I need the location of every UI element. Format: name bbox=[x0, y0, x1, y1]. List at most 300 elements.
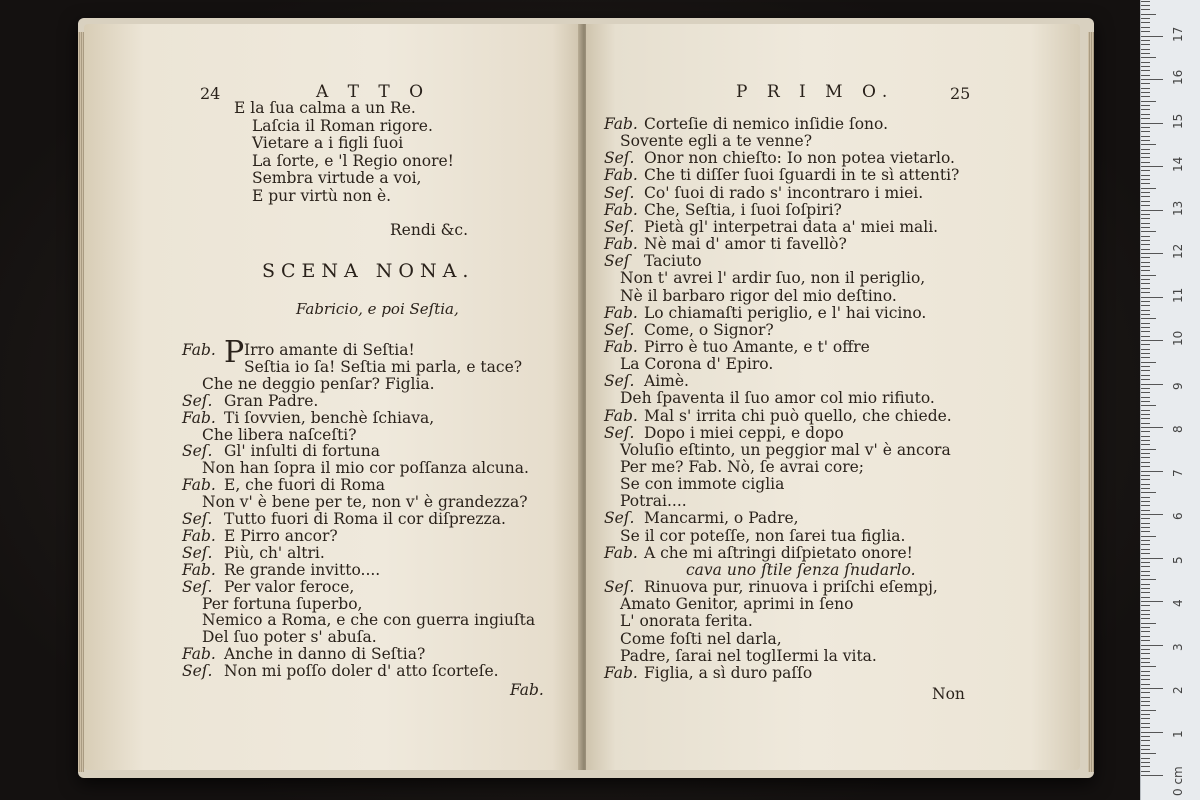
ruler-tick bbox=[1141, 218, 1150, 219]
ruler-tick bbox=[1141, 671, 1150, 672]
dialogue-line: Amato Genitor, aprimi in ſeno bbox=[620, 595, 854, 614]
ruler-tick bbox=[1141, 605, 1150, 606]
ruler-tick bbox=[1141, 5, 1150, 6]
ruler-tick bbox=[1141, 666, 1156, 667]
ruler-tick bbox=[1141, 466, 1150, 467]
verse-line: E pur virtù non è. bbox=[252, 186, 392, 205]
speaker-label: Seſ. bbox=[182, 442, 213, 461]
dialogue-line: Ti ſovvien, benchè ſchiava, bbox=[224, 408, 435, 427]
ruler-tick bbox=[1141, 618, 1150, 619]
verse-end-marker: Rendi &c. bbox=[390, 221, 469, 239]
ruler-tick bbox=[1141, 510, 1150, 511]
ruler-tick bbox=[1141, 166, 1163, 167]
ruler-tick bbox=[1141, 718, 1150, 719]
ruler-tick bbox=[1141, 288, 1150, 289]
ruler-number: 8 bbox=[1171, 425, 1185, 433]
drop-cap-p: P bbox=[224, 335, 245, 370]
ruler-tick bbox=[1141, 597, 1150, 598]
dialogue-line: Corteſie di nemico inſidie ſono. bbox=[644, 115, 889, 133]
ruler-tick bbox=[1141, 49, 1150, 50]
ruler-tick bbox=[1141, 723, 1150, 724]
dialogue-line: Aimè. bbox=[644, 372, 689, 391]
speaker-label: Fab. bbox=[604, 543, 638, 562]
ruler-tick bbox=[1141, 244, 1150, 245]
measurement-ruler bbox=[1140, 0, 1200, 800]
ruler-tick bbox=[1141, 636, 1150, 637]
dialogue-line: Deh ſpaventa il ſuo amor col mio rifiuto. bbox=[620, 389, 935, 408]
ruler-tick bbox=[1141, 249, 1150, 250]
ruler-tick bbox=[1141, 444, 1150, 445]
speaker-label: Fab. bbox=[604, 406, 638, 425]
ruler-tick bbox=[1141, 514, 1163, 515]
ruler-number: 13 bbox=[1171, 200, 1185, 216]
dialogue-line: Figlia, a sì duro paſſo bbox=[644, 663, 813, 682]
ruler-tick bbox=[1141, 310, 1150, 311]
dialogue-line: Pietà gl' interpetrai data a' miei mali. bbox=[644, 217, 939, 236]
ruler-tick bbox=[1141, 418, 1150, 419]
ruler-number: 10 bbox=[1171, 330, 1185, 346]
ruler-tick bbox=[1141, 571, 1150, 572]
ruler-tick bbox=[1141, 631, 1150, 632]
ruler-number: 4 bbox=[1171, 599, 1185, 607]
dialogue-line: Anche in danno di Seſtia? bbox=[224, 645, 426, 664]
ruler-tick bbox=[1141, 170, 1150, 171]
dialogue-line: Che ti diſſer ſuoi ſguardi in te sì attenti? bbox=[644, 166, 960, 185]
ruler-tick bbox=[1141, 753, 1156, 754]
dialogue-line: Lo chiamaſti periglio, e l' hai vicino. bbox=[644, 303, 927, 322]
ruler-tick bbox=[1141, 732, 1163, 733]
ruler-tick bbox=[1141, 475, 1150, 476]
speaker-label: Fab. bbox=[604, 200, 638, 219]
ruler-tick bbox=[1141, 745, 1150, 746]
ruler-tick bbox=[1141, 531, 1150, 532]
ruler-tick bbox=[1141, 14, 1156, 15]
ruler-tick bbox=[1141, 518, 1150, 519]
ruler-tick bbox=[1141, 549, 1150, 550]
ruler-tick bbox=[1141, 379, 1150, 380]
speaker-label: Seſ bbox=[604, 252, 630, 271]
ruler-tick bbox=[1141, 114, 1150, 115]
speaker-label: Seſ. bbox=[182, 577, 213, 596]
speaker-label: Seſ. bbox=[182, 662, 213, 681]
ruler-tick bbox=[1141, 401, 1150, 402]
ruler-tick bbox=[1141, 414, 1150, 415]
dialogue-line: Che ne deggio penſar? Figlia. bbox=[202, 374, 435, 393]
ruler-tick bbox=[1141, 340, 1163, 341]
verse-line: Sembra virtude a voi, bbox=[252, 169, 422, 187]
ruler-tick bbox=[1141, 653, 1150, 654]
dialogue-line: Del ſuo poter s' abuſa. bbox=[202, 628, 377, 647]
ruler-number: 9 bbox=[1171, 381, 1185, 390]
ruler-tick bbox=[1141, 179, 1150, 180]
ruler-tick bbox=[1141, 523, 1150, 524]
ruler-tick bbox=[1141, 544, 1150, 545]
ruler-tick bbox=[1141, 505, 1150, 506]
speaker-label: Fab. bbox=[604, 303, 638, 322]
ruler-number: 12 bbox=[1171, 243, 1185, 259]
ruler-tick bbox=[1141, 479, 1150, 480]
dialogue-line: Mancarmi, o Padre, bbox=[644, 509, 799, 528]
dialogue-line: Per me? Fab. Nò, ſe avrai core; bbox=[620, 458, 865, 476]
dialogue-line: Dopo i miei ceppi, e dopo bbox=[644, 423, 844, 442]
speaker-label: Fab. bbox=[182, 526, 216, 545]
dialogue-line: La Corona d' Epiro. bbox=[620, 355, 774, 374]
dialogue-line: Non t' avrei l' ardir ſuo, non il periglio, bbox=[620, 269, 926, 288]
dialogue-line: Come foſti nel darla, bbox=[620, 629, 782, 648]
ruler-tick bbox=[1141, 140, 1150, 141]
ruler-number: 11 bbox=[1171, 287, 1185, 303]
dialogue-line: Per valor feroce, bbox=[224, 577, 355, 596]
right-catchword: Non bbox=[932, 685, 965, 703]
ruler-tick bbox=[1141, 344, 1150, 345]
dialogue-line: Se il cor poteſſe, non ſarei tua figlia. bbox=[620, 526, 906, 545]
ruler-tick bbox=[1141, 384, 1163, 385]
ruler-tick bbox=[1141, 471, 1163, 472]
speaker-label: Fab. bbox=[604, 337, 638, 356]
ruler-tick bbox=[1141, 710, 1156, 711]
ruler-tick bbox=[1141, 96, 1150, 97]
ruler-tick bbox=[1141, 540, 1150, 541]
ruler-tick bbox=[1141, 592, 1150, 593]
ruler-number: 5 bbox=[1171, 555, 1185, 564]
ruler-tick bbox=[1141, 370, 1150, 371]
dialogue-line: Tutto fuori di Roma il cor diſprezza. bbox=[224, 510, 506, 528]
ruler-tick bbox=[1141, 40, 1150, 41]
left-running-head: A T T O bbox=[316, 82, 431, 102]
speaker-label: Fab. bbox=[182, 408, 216, 427]
ruler-tick bbox=[1141, 136, 1150, 137]
ruler-tick bbox=[1141, 205, 1150, 206]
speaker-label: Fab. bbox=[604, 166, 638, 185]
ruler-tick bbox=[1141, 366, 1150, 367]
dialogue-line: Onor non chieſto: Io non potea vietarlo. bbox=[644, 149, 955, 168]
dialogue-line: Co' ſuoi di rado s' incontraro i miei. bbox=[644, 183, 924, 202]
ruler-tick bbox=[1141, 279, 1150, 280]
ruler-tick bbox=[1141, 227, 1150, 228]
ruler-tick bbox=[1141, 688, 1163, 689]
verse-line: Vietare a i figli ſuoi bbox=[252, 134, 404, 152]
ruler-tick bbox=[1141, 327, 1150, 328]
ruler-tick bbox=[1141, 645, 1163, 646]
ruler-tick bbox=[1141, 727, 1150, 728]
ruler-tick bbox=[1141, 649, 1150, 650]
right-page-edges bbox=[1088, 32, 1094, 772]
ruler-tick bbox=[1141, 675, 1150, 676]
ruler-tick bbox=[1141, 692, 1150, 693]
dialogue-line: Pirro è tuo Amante, e t' offre bbox=[644, 337, 870, 356]
ruler-tick bbox=[1141, 584, 1150, 585]
ruler-tick bbox=[1141, 627, 1150, 628]
left-catchword: Fab. bbox=[510, 681, 544, 699]
ruler-tick bbox=[1141, 31, 1150, 32]
right-page bbox=[586, 24, 1080, 770]
ruler-tick bbox=[1141, 196, 1150, 197]
ruler-tick bbox=[1141, 318, 1156, 319]
ruler-tick bbox=[1141, 223, 1150, 224]
ruler-tick bbox=[1141, 236, 1150, 237]
ruler-tick bbox=[1141, 658, 1150, 659]
ruler-tick bbox=[1141, 301, 1150, 302]
ruler-tick bbox=[1141, 405, 1156, 406]
ruler-tick bbox=[1141, 22, 1150, 23]
dialogue-line: L' onorata ferita. bbox=[620, 612, 753, 631]
ruler-tick bbox=[1141, 501, 1150, 502]
open-book bbox=[78, 18, 1094, 778]
ruler-tick bbox=[1141, 684, 1150, 685]
left-page bbox=[84, 24, 582, 770]
ruler-tick bbox=[1141, 231, 1156, 232]
dialogue-line: A che mi aſtringi diſpietato onore! bbox=[644, 543, 913, 562]
scene-title: SCENA NONA. bbox=[262, 260, 475, 282]
speaker-label: Seſ. bbox=[604, 423, 635, 442]
speaker-label: Seſ. bbox=[604, 509, 635, 528]
ruler-tick bbox=[1141, 336, 1150, 337]
right-running-head: P R I M O. bbox=[736, 82, 895, 102]
ruler-tick bbox=[1141, 736, 1150, 737]
dialogue-line: Per fortuna ſuperbo, bbox=[202, 594, 363, 613]
ruler-tick bbox=[1141, 362, 1156, 363]
ruler-tick bbox=[1141, 149, 1150, 150]
dialogue-line: Potrai.... bbox=[620, 492, 687, 511]
ruler-tick bbox=[1141, 423, 1150, 424]
ruler-tick bbox=[1141, 240, 1150, 241]
dialogue-line: Re grande invitto.... bbox=[224, 560, 381, 579]
ruler-tick bbox=[1141, 662, 1150, 663]
dialogue-line: Gran Padre. bbox=[224, 391, 319, 410]
ruler-unit-label: 0 cm bbox=[1171, 766, 1185, 796]
speaker-label: Seſ. bbox=[182, 543, 213, 562]
ruler-tick bbox=[1141, 127, 1150, 128]
ruler-tick bbox=[1141, 9, 1150, 10]
ruler-tick bbox=[1141, 257, 1150, 258]
ruler-tick bbox=[1141, 253, 1163, 254]
speaker-label: Fab. bbox=[182, 476, 216, 495]
ruler-tick bbox=[1141, 175, 1150, 176]
dialogue-line: Rinuova pur, rinuova i priſchi eſempj, bbox=[644, 578, 938, 597]
ruler-tick bbox=[1141, 488, 1150, 489]
speaker-label: Seſ. bbox=[604, 183, 635, 202]
ruler-number: 1 bbox=[1171, 729, 1185, 738]
ruler-tick bbox=[1141, 292, 1150, 293]
ruler-tick bbox=[1141, 697, 1150, 698]
ruler-number: 3 bbox=[1171, 642, 1185, 651]
ruler-tick bbox=[1141, 188, 1156, 189]
scene-characters: Fabricio, e poi Seſtia, bbox=[296, 300, 459, 318]
ruler-tick bbox=[1141, 492, 1156, 493]
ruler-tick bbox=[1141, 440, 1150, 441]
ruler-number: 14 bbox=[1171, 156, 1185, 172]
ruler-tick bbox=[1141, 83, 1150, 84]
ruler-tick bbox=[1141, 144, 1156, 145]
ruler-tick bbox=[1141, 601, 1163, 602]
ruler-tick bbox=[1141, 297, 1163, 298]
speaker-label: Fab. bbox=[182, 645, 216, 664]
speaker-label: Fab. bbox=[182, 560, 216, 579]
dialogue-line: Irro amante di Seſtia! bbox=[244, 341, 415, 359]
ruler-number: 17 bbox=[1171, 26, 1185, 42]
ruler-tick bbox=[1141, 66, 1150, 67]
ruler-tick bbox=[1141, 679, 1150, 680]
stage-direction: cava uno ſtile ſenza ſnudarlo. bbox=[686, 560, 916, 579]
speaker-label: Fab. bbox=[604, 663, 638, 682]
ruler-tick bbox=[1141, 758, 1150, 759]
verse-line: E la ſua calma a un Re. bbox=[234, 99, 416, 117]
ruler-tick bbox=[1141, 101, 1156, 102]
ruler-tick bbox=[1141, 157, 1150, 158]
ruler-tick bbox=[1141, 558, 1163, 559]
ruler-tick bbox=[1141, 614, 1150, 615]
ruler-tick bbox=[1141, 92, 1150, 93]
dialogue-line: Che libera naſceſti? bbox=[202, 425, 357, 444]
ruler-tick bbox=[1141, 701, 1150, 702]
speaker-label: Seſ. bbox=[604, 578, 635, 597]
speaker-label: Fab. bbox=[182, 341, 216, 359]
ruler-number: 16 bbox=[1171, 69, 1185, 85]
ruler-tick bbox=[1141, 762, 1150, 763]
ruler-tick bbox=[1141, 410, 1150, 411]
ruler-tick bbox=[1141, 353, 1150, 354]
ruler-tick bbox=[1141, 449, 1156, 450]
right-page-number: 25 bbox=[950, 84, 971, 103]
ruler-tick bbox=[1141, 553, 1150, 554]
ruler-tick bbox=[1141, 527, 1150, 528]
ruler-tick bbox=[1141, 566, 1150, 567]
ruler-tick bbox=[1141, 57, 1156, 58]
speaker-label: Fab. bbox=[604, 115, 638, 133]
dialogue-line: Nemico a Roma, e che con guerra ingiuſta bbox=[202, 611, 536, 630]
ruler-tick bbox=[1141, 153, 1150, 154]
speaker-label: Seſ. bbox=[604, 217, 635, 236]
dialogue-line: E Pirro ancor? bbox=[224, 526, 338, 545]
ruler-tick bbox=[1141, 192, 1150, 193]
ruler-tick bbox=[1141, 36, 1163, 37]
ruler-tick bbox=[1141, 75, 1150, 76]
dialogue-line: Non han ſopra il mio cor poſſanza alcuna. bbox=[202, 459, 529, 478]
ruler-tick bbox=[1141, 579, 1156, 580]
ruler-tick bbox=[1141, 283, 1150, 284]
dialogue-line: Nè mai d' amor ti favellò? bbox=[644, 235, 847, 254]
ruler-tick bbox=[1141, 18, 1150, 19]
speaker-label: Fab. bbox=[604, 235, 638, 254]
ruler-tick bbox=[1141, 610, 1150, 611]
dialogue-line: Mal s' irrita chi può quello, che chiede. bbox=[644, 406, 952, 425]
ruler-number: 15 bbox=[1171, 113, 1185, 129]
ruler-tick bbox=[1141, 266, 1150, 267]
ruler-tick bbox=[1141, 210, 1163, 211]
verse-line: Laſcia il Roman rigore. bbox=[252, 116, 433, 135]
ruler-tick bbox=[1141, 70, 1150, 71]
ruler-tick bbox=[1141, 214, 1150, 215]
ruler-tick bbox=[1141, 740, 1150, 741]
ruler-tick bbox=[1141, 53, 1150, 54]
ruler-tick bbox=[1141, 109, 1150, 110]
ruler-tick bbox=[1141, 457, 1150, 458]
speaker-label: Seſ. bbox=[604, 320, 635, 339]
ruler-number: 6 bbox=[1171, 512, 1185, 520]
ruler-tick bbox=[1141, 131, 1150, 132]
ruler-tick bbox=[1141, 357, 1150, 358]
dialogue-line: Sovente egli a te venne? bbox=[620, 132, 813, 151]
ruler-tick bbox=[1141, 536, 1156, 537]
ruler-tick bbox=[1141, 305, 1150, 306]
dialogue-line: Seſtia io ſa! Seſtia mi parla, e tace? bbox=[244, 357, 523, 376]
ruler-tick bbox=[1141, 262, 1150, 263]
ruler-tick bbox=[1141, 88, 1150, 89]
ruler-tick bbox=[1141, 388, 1150, 389]
ruler-tick bbox=[1141, 123, 1163, 124]
ruler-tick bbox=[1141, 79, 1163, 80]
ruler-tick bbox=[1141, 397, 1150, 398]
dialogue-line: Se con immote ciglia bbox=[620, 475, 785, 494]
ruler-tick bbox=[1141, 775, 1163, 776]
ruler-tick bbox=[1141, 436, 1150, 437]
ruler-tick bbox=[1141, 623, 1156, 624]
ruler-tick bbox=[1141, 771, 1150, 772]
ruler-tick bbox=[1141, 105, 1150, 106]
ruler-tick bbox=[1141, 431, 1150, 432]
dialogue-line: Che, Seſtia, i ſuoi ſoſpiri? bbox=[644, 200, 842, 219]
ruler-number: 7 bbox=[1171, 468, 1185, 477]
ruler-tick bbox=[1141, 162, 1150, 163]
ruler-tick bbox=[1141, 323, 1150, 324]
left-page-number: 24 bbox=[200, 84, 221, 103]
dialogue-line: E, che fuori di Roma bbox=[224, 476, 386, 495]
ruler-tick bbox=[1141, 427, 1163, 428]
ruler-tick bbox=[1141, 453, 1150, 454]
ruler-tick bbox=[1141, 766, 1150, 767]
dialogue-line: Non mi poſſo doler d' atto ſcorteſe. bbox=[224, 662, 499, 681]
ruler-tick bbox=[1141, 588, 1150, 589]
ruler-tick bbox=[1141, 462, 1150, 463]
ruler-tick bbox=[1141, 183, 1150, 184]
ruler-tick bbox=[1141, 62, 1150, 63]
ruler-tick bbox=[1141, 714, 1150, 715]
ruler-tick bbox=[1141, 349, 1150, 350]
ruler-tick bbox=[1141, 484, 1150, 485]
ruler-tick bbox=[1141, 270, 1150, 271]
ruler-tick bbox=[1141, 375, 1150, 376]
ruler-tick bbox=[1141, 392, 1150, 393]
ruler-tick bbox=[1141, 575, 1150, 576]
dialogue-line: Padre, ſarai nel toglIermi la vita. bbox=[620, 646, 877, 665]
speaker-label: Seſ. bbox=[182, 510, 213, 528]
verse-line: La ſorte, e 'l Regio onore! bbox=[252, 151, 454, 170]
speaker-label: Seſ. bbox=[604, 149, 635, 168]
dialogue-line: Taciuto bbox=[644, 252, 702, 271]
dialogue-line: Voluſio eſtinto, un peggior mal v' è ancora bbox=[620, 440, 951, 459]
ruler-tick bbox=[1141, 1, 1150, 2]
speaker-label: Seſ. bbox=[604, 372, 635, 391]
ruler-tick bbox=[1141, 562, 1150, 563]
ruler-tick bbox=[1141, 331, 1150, 332]
ruler-tick bbox=[1141, 201, 1150, 202]
ruler-tick bbox=[1141, 749, 1150, 750]
ruler-tick bbox=[1141, 44, 1150, 45]
dialogue-line: Non v' è bene per te, non v' è grandezza? bbox=[202, 493, 528, 512]
speaker-label: Seſ. bbox=[182, 391, 213, 410]
ruler-tick bbox=[1141, 27, 1150, 28]
ruler-tick bbox=[1141, 640, 1150, 641]
ruler-tick bbox=[1141, 314, 1150, 315]
ruler-tick bbox=[1141, 497, 1150, 498]
ruler-number: 2 bbox=[1171, 686, 1185, 694]
dialogue-line: Più, ch' altri. bbox=[224, 543, 325, 562]
dialogue-line: Come, o Signor? bbox=[644, 320, 774, 339]
dialogue-line: Nè il barbaro rigor del mio deſtino. bbox=[620, 286, 897, 305]
ruler-tick bbox=[1141, 118, 1150, 119]
dialogue-line: Gl' inſulti di fortuna bbox=[224, 442, 380, 461]
ruler-tick bbox=[1141, 275, 1156, 276]
